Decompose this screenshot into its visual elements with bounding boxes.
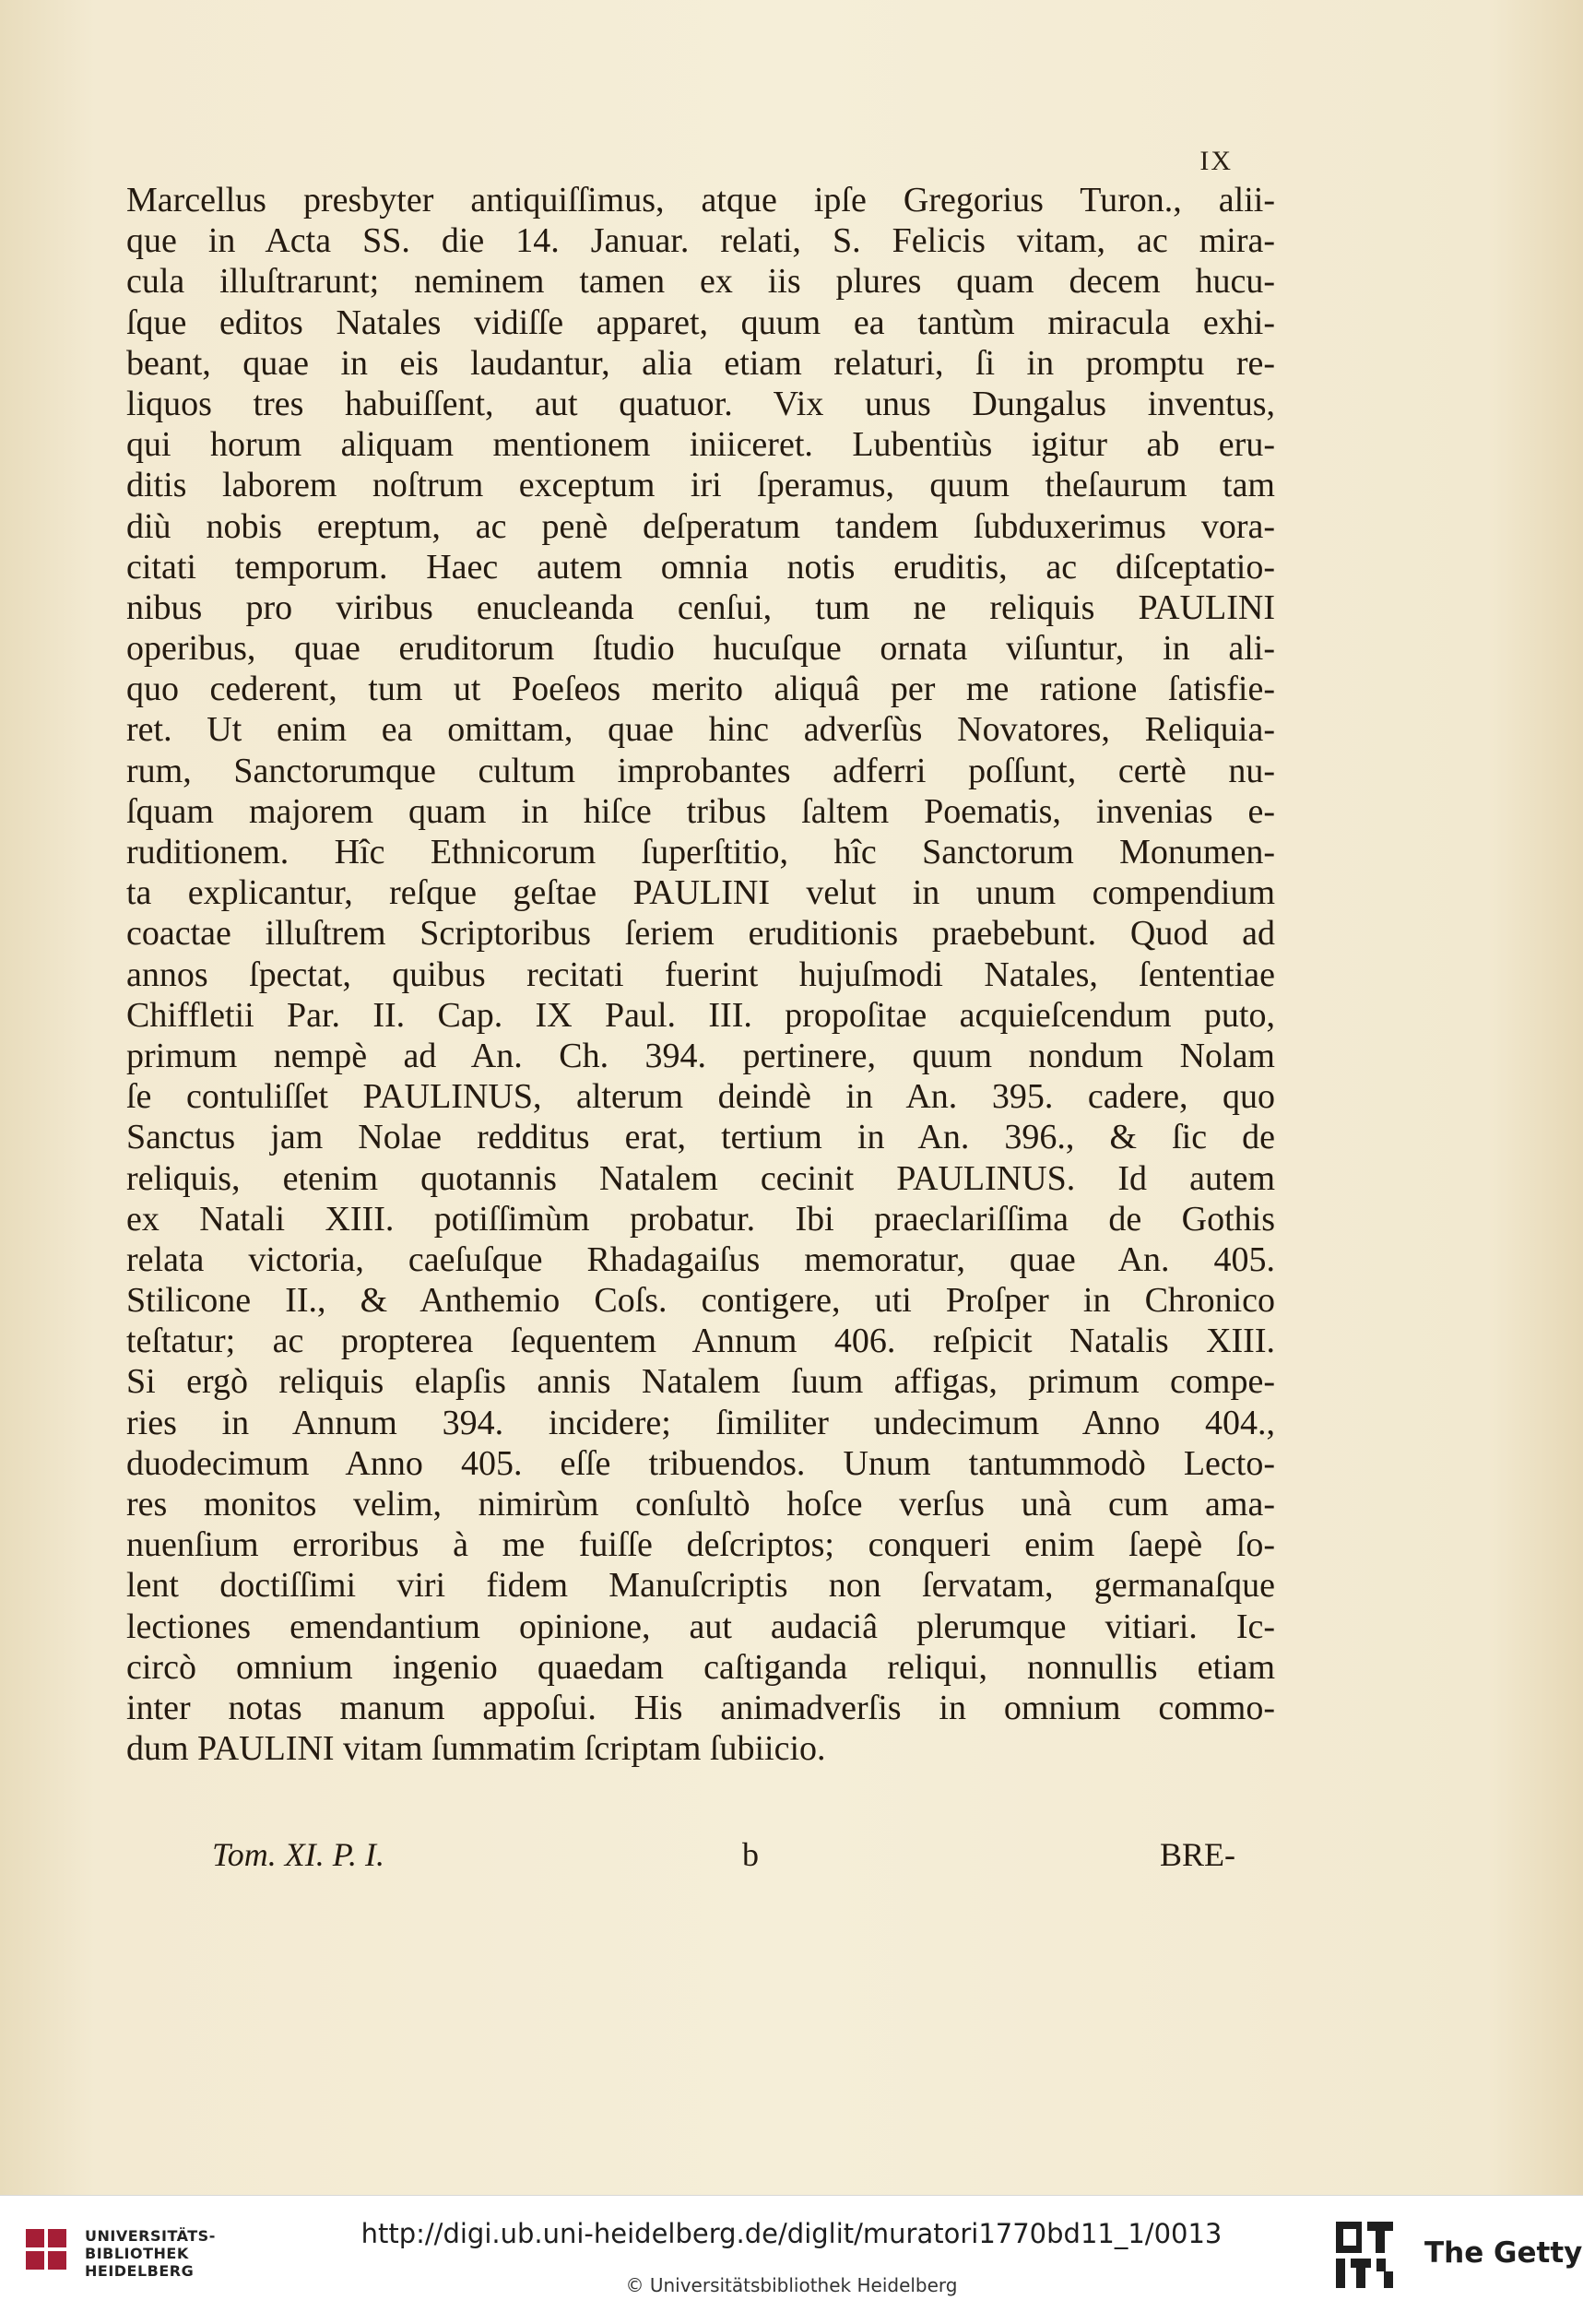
text-line: ditis laborem noſtrum exceptum iri ſperamus, quum theſaurum tam [126,466,1275,505]
text-line: ſque editos Natales vidiſſe apparet, quum ea tantùm miracula exhi- [126,302,1275,342]
text-line: duodecimum Anno 405. eſſe tribuendos. Unum tantummodò Lecto- [126,1443,1275,1483]
text-line: ta explicantur, reſque geſtae PAULINI velut in unum compendium [126,873,1275,913]
text-line: res monitos velim, nimirùm conſultò hoſce verſus unà cum ama- [126,1485,1275,1524]
text-line: teſtatur; ac propterea ſequentem Annum 406. reſpicit Natalis XIII. [126,1322,1275,1361]
text-line: ruditionem. Hîc Ethnicorum ſuperſtitio, hîc Sanctorum Monumen- [126,833,1275,872]
text-line: Si ergò reliquis elapſis annis Natalem ſuum affigas, primum compe- [126,1362,1275,1402]
text-line: lectiones emendantium opinione, aut audaciâ plerumque vitiari. Ic- [126,1607,1275,1646]
text-line: coactae illuſtrem Scriptoribus ſeriem eruditionis praebebunt. Quod ad [126,914,1275,954]
copyright-notice: © Universitätsbibliothek Heidelberg [625,2274,958,2296]
text-line: citati temporum. Haec autem omnia notis eruditis, ac diſceptatio- [126,547,1275,587]
text-line: Stilicone II., & Anthemio Coſs. contigere, uti Proſper in Chronico [126,1281,1275,1321]
text-line: dum PAULINI vitam ſummatim ſcriptam ſubiicio. [126,1729,826,1769]
text-line: nuenſium erroribus à me fuiſſe deſcriptos; conqueri enim ſaepè ſo- [126,1525,1275,1565]
text-line: Chiffletii Par. II. Cap. IX Paul. III. propoſitae acquieſcendum puto, [126,995,1275,1035]
text-line: relata victoria, caeſuſque Rhadagaiſus memoratur, quae An. 405. [126,1239,1275,1279]
signature-mark: b [742,1836,759,1873]
text-line: operibus, quae eruditorum ſtudio hucuſque ornata viſuntur, in ali- [126,629,1275,669]
catchword: BRE- [1159,1836,1235,1873]
text-line: annos ſpectat, quibus recitati fuerint hujuſmodi Natales, ſententiae [126,954,1275,994]
text-line: ſe contuliſſet PAULINUS, alterum deindè in An. 395. cadere, quo [126,1077,1275,1117]
library-name: UNIVERSITÄTS- BIBLIOTHEK HEIDELBERG [85,2227,216,2280]
text-line: circò omnium ingenio quaedam caſtiganda reliqui, nonnullis etiam [126,1647,1275,1687]
text-line: quo cederent, tum ut Poeſeos merito aliquâ per me ratione ſatisfie- [126,670,1275,709]
text-line: Marcellus presbyter antiquiſſimus, atque ipſe Gregorius Turon., alii- [126,181,1275,219]
partner-name: The Getty [1424,2236,1583,2270]
text-line: reliquis, etenim quotannis Natalem cecinit PAULINUS. Id autem [126,1158,1275,1198]
text-line: ſquam majorem quam in hiſce tribus ſaltem Poematis, invenias e- [126,791,1275,831]
text-line: ret. Ut enim ea omittam, quae hinc adverſùs Novatores, Reliquia- [126,710,1275,750]
text-line: qui horum aliquam mentionem iniiceret. Lubentiùs igitur ab eru- [126,425,1275,465]
text-line: que in Acta SS. die 14. Januar. relati, S. Felicis vitam, ac mira- [126,221,1275,261]
body-text [126,180,1275,1769]
volume-signature: Tom. XI. P. I. [212,1836,385,1873]
text-line: ex Natali XIII. potiſſimùm probatur. Ibi praeclariſſima de Gothis [126,1199,1275,1239]
text-line: Sanctus jam Nolae redditus erat, tertium in An. 396., & ſic de [126,1118,1275,1157]
text-line: inter notas manum appoſui. His animadverſis in omnium commo- [126,1688,1275,1727]
getty-logo-icon [1332,2218,1397,2292]
text-line: nibus pro viribus enucleanda cenſui, tum ne reliquis PAULINI [126,587,1275,627]
text-line: ries in Annum 394. incidere; ſimiliter undecimum Anno 404., [126,1403,1275,1442]
viewer-banner [0,2195,1583,2324]
text-line: primum nempè ad An. Ch. 394. pertinere, quum nondum Nolam [126,1036,1275,1075]
text-line: cula illuſtrarunt; neminem tamen ex iis plures quam decem hucu- [126,262,1275,302]
page-number: IX [1199,146,1233,176]
permalink-url[interactable]: http://digi.ub.uni-heidelberg.de/diglit/muratori1770bd11_1/0013 [360,2218,1223,2249]
text-line: liquos tres habuiſſent, aut quatuor. Vix unus Dungalus inventus, [126,384,1275,423]
text-line: diù nobis ereptum, ac penè deſperatum tandem ſubduxerimus vora- [126,506,1275,546]
text-line: rum, Sanctorumque cultum improbantes adferri poſſunt, certè nu- [126,751,1275,790]
text-line: lent doctiſſimi viri fidem Manuſcriptis non ſervatam, germanaſque [126,1566,1275,1606]
page-footer [212,1835,1235,1881]
text-line: beant, quae in eis laudantur, alia etiam relaturi, ſi in promptu re- [126,343,1275,383]
